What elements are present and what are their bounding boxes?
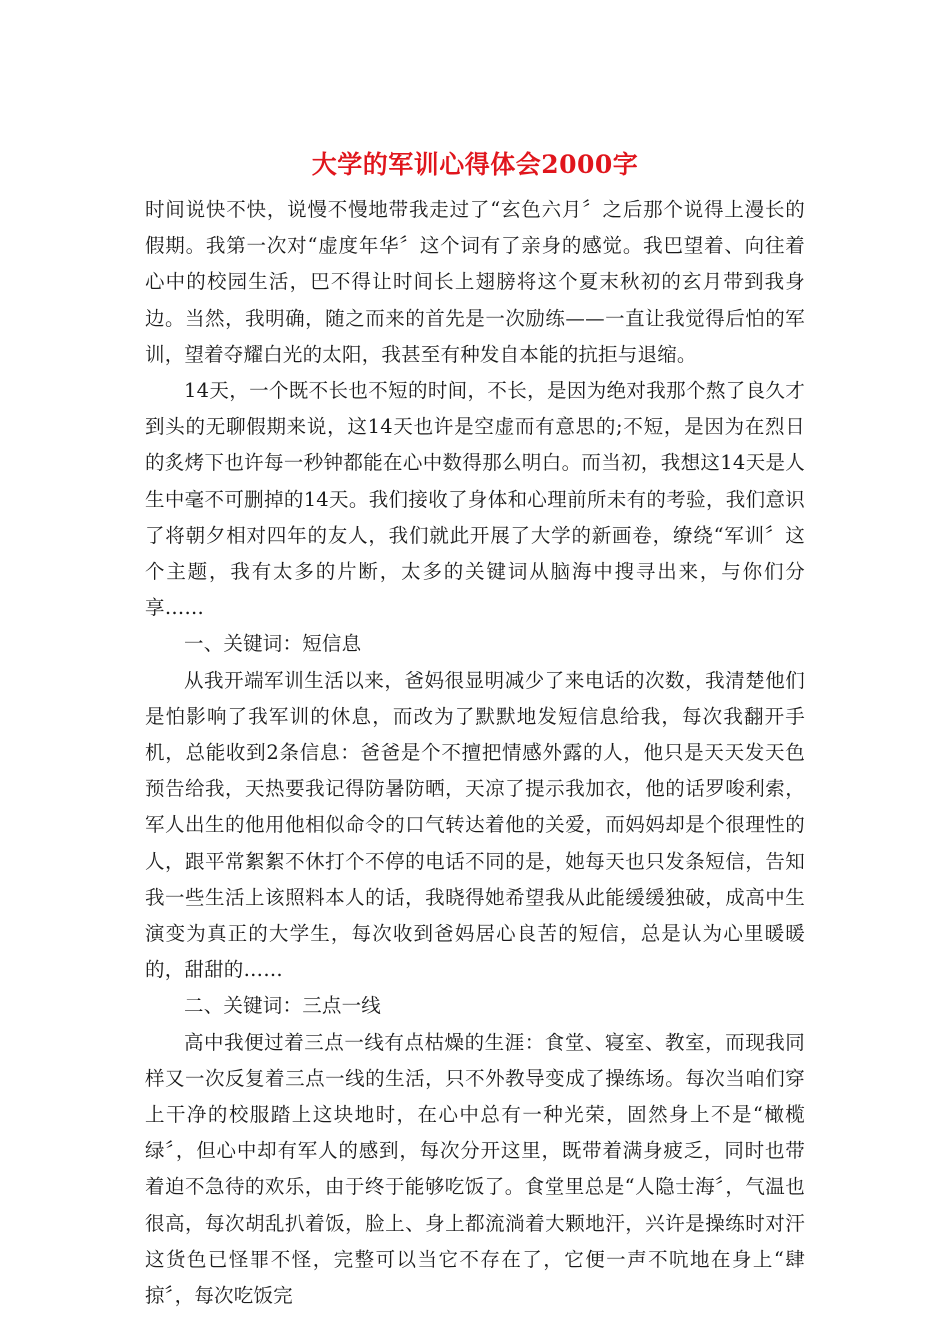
paragraph-14-days: 14天，一个既不长也不短的时间，不长，是因为绝对我那个熬了良久才到头的无聊假期来说，这14天也许是空虚而有意思的;不短，是因为在烈日的炙烤下也许每一秒钟都能在心中数得那么明白。而当初，我想这14天是人生中毫不可删掉的14天。我们接收了身体和心理前所未有的考验，我们意识了将朝夕相对四年的友人，我们就此开展了大学的新画卷，缭绕“军训〞这个主题，我有太多的片断，太多的关键词从脑海中搜寻出来，与你们分享…… [145, 379, 805, 620]
section-heading-sms: 一、关键词：短信息 [184, 632, 362, 656]
document-body [145, 192, 805, 1314]
paragraph-intro: 时间说快不快，说慢不慢地带我走过了“玄色六月〞之后那个说得上漫长的假期。我第一次对“虚度年华〞这个词有了亲身的感觉。我巴望着、向往着心中的校园生活，巴不得让时间长上翅膀将这个夏末秋初的玄月带到我身边。当然，我明确，随之而来的首先是一次励练——一直让我觉得后怕的军训，望着夺耀白光的太阳，我甚至有种发自本能的抗拒与退缩。 [145, 198, 805, 366]
document-title: 大学的军训心得体会2000字 [311, 150, 639, 179]
paragraph-sms: 从我开端军训生活以来，爸妈很显明减少了来电话的次数，我清楚他们是怕影响了我军训的休息，而改为了默默地发短信息给我，每次我翻开手机，总能收到2条信息：爸爸是个不擅把情感外露的人，他只是天天发天色预告给我，天热要我记得防暑防晒，天凉了提示我加衣，他的话罗唆利索，军人出生的他用他相似命令的口气转达着他的关爱，而妈妈却是个很理性的人，跟平常絮絮不休打个不停的电话不同的是，她每天也只发条短信，告知我一些生活上该照料本人的话，我晓得她希望我从此能缓缓独破，成高中生演变为真正的大学生，每次收到爸妈居心良苦的短信，总是认为心里暖暖的，甜甜的…… [145, 668, 805, 982]
section-heading-three-points: 二、关键词：三点一线 [184, 994, 382, 1018]
paragraph-three-points: 高中我便过着三点一线有点枯燥的生涯：食堂、寝室、教室，而现我同样又一次反复着三点一线的生活，只不外教导变成了操练场。每次当咱们穿上干净的校服踏上这块地时，在心中总有一种光荣，固然身上不是“橄榄绿〞，但心中却有军人的感到，每次分开这里，既带着满身疲乏，同时也带着迫不急待的欢乐，由于终于能够吃饭了。食堂里总是“人隐士海〞，气温也很高，每次胡乱扒着饭，脸上、身上都流淌着大颗地汗，兴许是操练时对汗这货色已怪罪不怪，完整可以当它不存在了，它便一声不吭地在身上“肆掠〞，每次吃饭完 [145, 1030, 805, 1308]
